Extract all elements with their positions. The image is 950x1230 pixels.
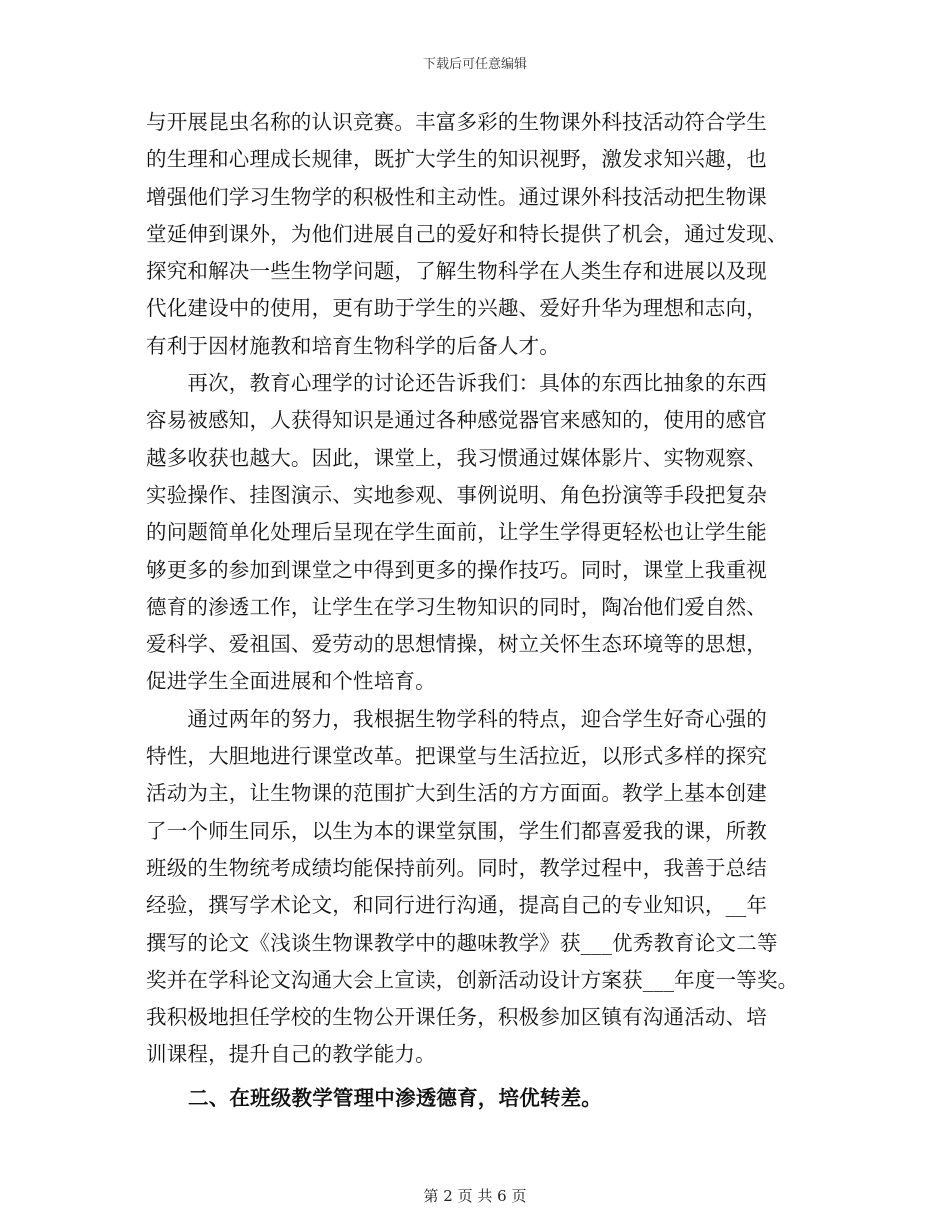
section-heading: 二、在班级教学管理中渗透德育，培优转差。 [188,1085,602,1110]
body-line: 代化建设中的使用，更有助于学生的兴趣、爱好升华为理想和志向， [146,296,767,321]
body-line: 越多收获也越大。因此，课堂上，我习惯通过媒体影片、实物观察、 [146,445,767,470]
body-line: 的问题简单化处理后呈现在学生面前，让学生学得更轻松也让学生能 [146,520,767,545]
body-line: 经验，撰写学术论文，和同行进行沟通，提高自己的专业知识，__年 [146,893,768,918]
body-line: 特性，大胆地进行课堂改革。把课堂与生活拉近，以形式多样的探究 [146,744,767,769]
page-footer: 第 2 页 共 6 页 [423,1187,527,1205]
body-line: 增强他们学习生物学的积极性和主动性。通过课外科技活动把生物课 [146,184,767,209]
body-line: 撰写的论文《浅谈生物课教学中的趣味教学》获___优秀教育论文二等 [146,930,778,955]
body-line: 爱科学、爱祖国、爱劳动的思想情操，树立关怀生态环境等的思想， [146,632,767,657]
body-line: 班级的生物统考成绩均能保持前列。同时，教学过程中，我善于总结 [146,855,767,880]
body-line: 促进学生全面进展和个性培育。 [146,669,436,694]
page-header: 下载后可任意编辑 [422,57,527,72]
body-line: 与开展昆虫名称的认识竞赛。丰富多彩的生物课外科技活动符合学生 [146,110,767,134]
body-line: 通过两年的努力，我根据生物学科的特点，迎合学生好奇心强的 [146,706,767,731]
body-line: 够更多的参加到课堂之中得到更多的操作技巧。同时，课堂上我重视 [146,557,767,582]
body-line: 奖并在学科论文沟通大会上宣读，创新活动设计方案获___年度一等奖。 [146,967,799,992]
body-line: 再次，教育心理学的讨论还告诉我们：具体的东西比抽象的东西 [146,371,767,396]
body-line: 堂延伸到课外，为他们进展自己的爱好和特长提供了机会，通过发现、 [146,221,788,246]
document-body [146,104,846,1117]
body-line: 实验操作、挂图演示、实地参观、事例说明、角色扮演等手段把复杂 [146,482,767,507]
body-line: 训课程，提升自己的教学能力。 [146,1042,436,1067]
body-line: 容易被感知，人获得知识是通过各种感觉器官来感知的，使用的感官 [146,408,767,433]
body-line: 的生理和心理成长规律，既扩大学生的知识视野，激发求知兴趣，也 [146,147,767,172]
body-line: 我积极地担任学校的生物公开课任务，积极参加区镇有沟通活动、培 [146,1005,767,1030]
body-line: 德育的渗透工作，让学生在学习生物知识的同时，陶冶他们爱自然、 [146,594,767,619]
body-line: 有利于因材施教和培育生物科学的后备人才。 [146,333,560,358]
body-line: 活动为主，让生物课的范围扩大到生活的方方面面。教学上基本创建 [146,781,767,806]
body-line: 探究和解决一些生物学问题，了解生物科学在人类生存和进展以及现 [146,259,767,284]
body-line: 了一个师生同乐，以生为本的课堂氛围，学生们都喜爱我的课，所教 [146,818,767,843]
